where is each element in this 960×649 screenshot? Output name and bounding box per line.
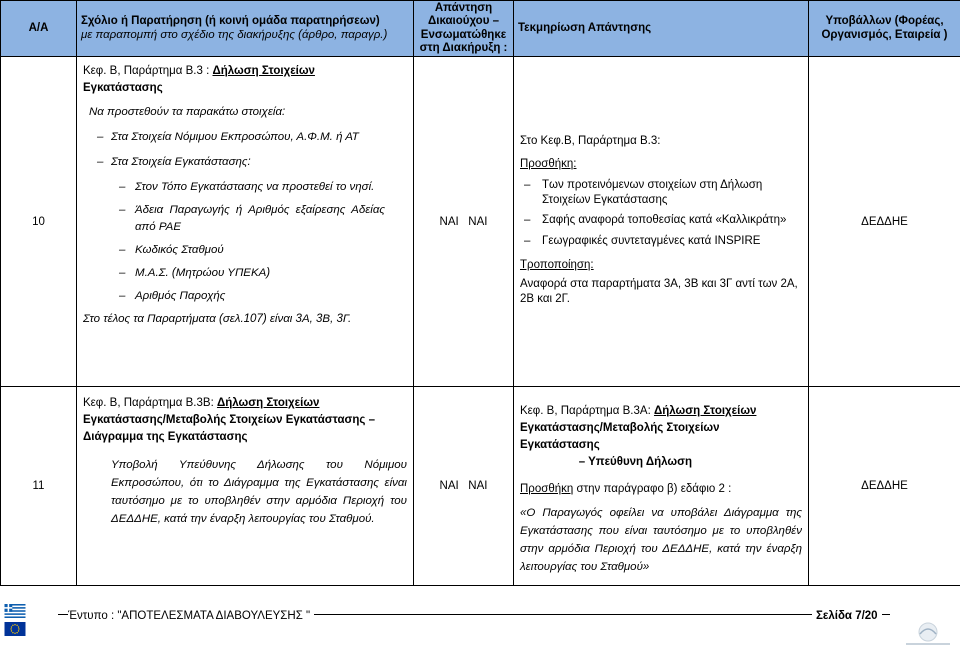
greek-flag-icon xyxy=(4,604,26,618)
justification-quote: «Ο Παραγωγός οφείλει να υποβάλει Διάγραμμα της Εγκατάστασης που είναι ταυτόσημο με το υποβληθέν στην αρμόδια Περιοχή του ΔΕΔΔΗΕ, κατά την έναρξη λειτουργίας του Σταθμού» xyxy=(520,507,802,573)
row-submitter: ΔΕΔΔΗΕ xyxy=(809,57,960,387)
comment-title xyxy=(83,63,407,80)
comment-title-line2: Εγκατάστασης/Μεταβολής Στοιχείων Εγκατάστασης – xyxy=(83,414,375,426)
comment-subitem: – Μ.Α.Σ. (Μητρώου ΥΠΕΚΑ) xyxy=(83,265,407,282)
justification-add-label: Προσθήκη xyxy=(520,483,574,495)
flags xyxy=(4,604,26,636)
header-comment-italic: με παραπομπή στο σχέδιο της διακήρυξης (άρθρο, παραγρ.) xyxy=(81,28,388,41)
row-number: 10 xyxy=(1,57,77,387)
comment-item: – Στα Στοιχεία Εγκατάστασης: xyxy=(83,154,407,171)
row-number: 11 xyxy=(1,387,77,586)
page-number: Σελίδα 7/20 xyxy=(812,610,882,622)
comment-subitem: – Άδεια Παραγωγής ή Αριθμός εξαίρεσης Αδείας από ΡΑΕ xyxy=(83,202,407,236)
comment-subitem: – Στον Τόπο Εγκατάστασης να προστεθεί το νησί. xyxy=(83,179,407,196)
comment-body: Υποβολή Υπεύθυνης Δήλωσης του Νόμιμου Εκπροσώπου, ότι το Διάγραμμα της Εγκατάστασης είναι ταυτόσημο με το υποβληθέν στην αρμόδια Περιοχή του ΔΕΔΔΗΕ, κατά την έναρξη λειτουργίας του Σταθμού. xyxy=(111,459,407,525)
row-comment xyxy=(77,57,414,387)
comment-title-line3: Διάγραμμα της Εγκατάστασης xyxy=(83,431,248,443)
comment-title-prefix: Κεφ. Β, Παράρτημα Β.3Β: xyxy=(83,397,217,409)
header-submitter: Υποβάλλων (Φορέας, Οργανισμός, Εταιρεία ) xyxy=(809,1,960,57)
justification-title-prefix: Κεφ. Β, Παράρτημα Β.3Α: xyxy=(520,405,654,417)
justification-bullet: – Σαφής αναφορά τοποθεσίας κατά «Καλλικράτη» xyxy=(520,212,802,229)
justification-ref: Στο Κεφ.Β, Παράρτημα Β.3: xyxy=(520,135,661,147)
justification-add-rest: στην παράγραφο β) εδάφιο 2 : xyxy=(573,483,732,495)
table-row xyxy=(1,57,960,387)
comment-title xyxy=(83,395,407,412)
comment-title-bold: Δήλωση Στοιχείων xyxy=(212,65,315,77)
row-submitter: ΔΕΔΔΗΕ xyxy=(809,387,960,586)
row-justification xyxy=(514,57,809,387)
justification-bullet: – Των προτεινόμενων στοιχείων στη Δήλωση Στοιχείων Εγκατάστασης xyxy=(520,178,802,208)
justification-title xyxy=(520,403,802,420)
header-answer: Απάντηση Δικαιούχου – Ενσωματώθηκε στη Διακήρυξη : xyxy=(414,1,514,57)
justification-title-line3: – Υπεύθυνη Δήλωση xyxy=(578,456,692,468)
comment-subitem: – Αριθμός Παροχής xyxy=(83,288,407,305)
header-aa: Α/Α xyxy=(1,1,77,57)
row-answer: ΝΑΙ ΝΑΙ xyxy=(414,57,514,387)
justification-mod-text: Αναφορά στα παραρτήματα 3Α, 3Β και 3Γ αντί των 2Α, 2Β και 2Γ. xyxy=(520,278,798,305)
header-justification: Τεκμηρίωση Απάντησης xyxy=(514,1,809,57)
program-logo-icon xyxy=(900,620,956,648)
header-comment-bold: Σχόλιο ή Παρατήρηση (ή κοινή ομάδα παρατηρήσεων) xyxy=(81,15,380,27)
justification-title-line2: Εγκατάστασης/Μεταβολής Στοιχείων Εγκατάστασης xyxy=(520,422,720,451)
justification-bullet: – Γεωγραφικές συντεταγμένες κατά INSPIRE xyxy=(520,233,802,250)
comment-title-prefix: Κεφ. Β, Παράρτημα Β.3 : xyxy=(83,65,213,77)
eu-flag-icon xyxy=(4,622,26,636)
row-answer: ΝΑΙ ΝΑΙ xyxy=(414,387,514,586)
justification-mod-label: Τροποποίηση: xyxy=(520,259,594,271)
header-row xyxy=(1,1,960,57)
page-footer xyxy=(0,598,960,649)
justification-add xyxy=(520,481,802,498)
table-row xyxy=(1,387,960,586)
comment-title-bold: Δήλωση Στοιχείων xyxy=(216,397,320,409)
row-comment xyxy=(77,387,414,586)
comment-footer: Στο τέλος τα Παραρτήματα (σελ.107) είναι 3Α, 3Β, 3Γ. xyxy=(83,313,352,325)
comment-item: – Στα Στοιχεία Νόμιμου Εκπροσώπου, Α.Φ.Μ. ή ΑΤ xyxy=(83,129,407,146)
comment-title-line2: Εγκατάστασης xyxy=(83,82,163,94)
justification-add-label: Προσθήκη: xyxy=(520,158,577,170)
row-justification xyxy=(514,387,809,586)
footer-form-label: Έντυπο : "ΑΠΟΤΕΛΕΣΜΑΤΑ ΔΙΑΒΟΥΛΕΥΣΗΣ " xyxy=(68,610,314,622)
justification-title-bold: Δήλωση Στοιχείων xyxy=(653,405,757,417)
comment-subitem: – Κωδικός Σταθμού xyxy=(83,242,407,259)
comment-intro: Να προστεθούν τα παρακάτω στοιχεία: xyxy=(89,106,286,118)
header-comment xyxy=(77,1,414,57)
